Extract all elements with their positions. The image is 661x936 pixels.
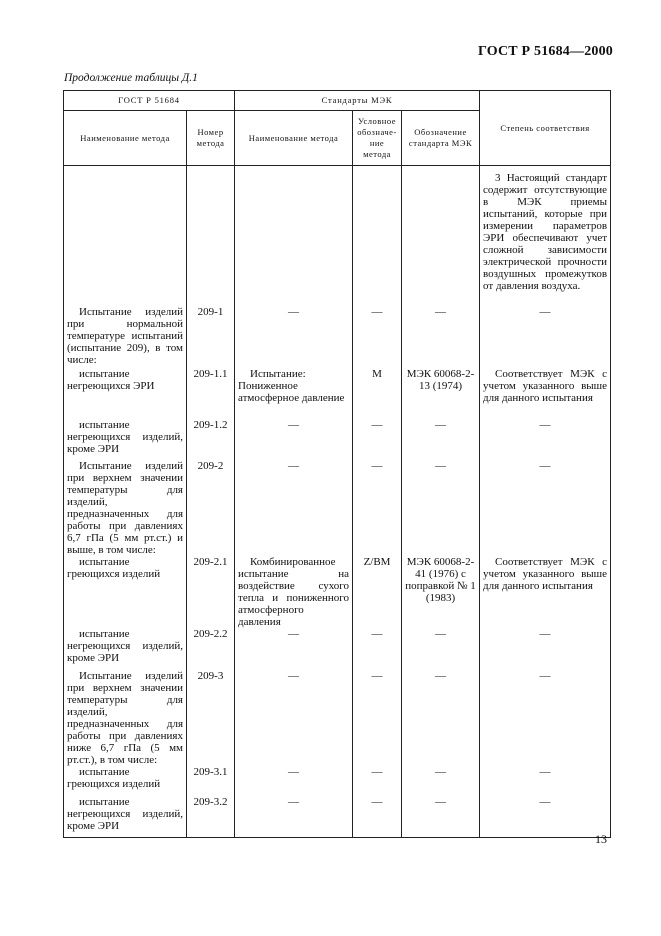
cell-degree: — — [480, 628, 611, 670]
document-code: ГОСТ Р 51684—2000 — [477, 44, 613, 59]
cell-iec-standard: — — [402, 306, 480, 368]
cell-method-name: испытание негреющихся изделий, кроме ЭРИ — [64, 796, 187, 838]
cell-method-number: 209-2 — [187, 460, 235, 556]
cell-degree: — — [480, 419, 611, 460]
cell-method-symbol: Z/BM — [353, 556, 402, 628]
cell-degree: Соответствует МЭК с учетом указанного выше для данного испытания — [480, 368, 611, 419]
table-row — [64, 368, 611, 419]
cell-iec-method-name: — — [235, 419, 353, 460]
header-gost-group: ГОСТ Р 51684 — [64, 91, 235, 111]
cell-method-number: 209-3 — [187, 670, 235, 766]
cell-method-name: испытание негреющихся изделий, кроме ЭРИ — [64, 419, 187, 460]
table-row — [64, 460, 611, 556]
cell-degree: — — [480, 460, 611, 556]
header-method-name: Наименование метода — [64, 111, 187, 166]
cell-degree: — — [480, 766, 611, 796]
cell-method-name: испытание греющихся изделий — [64, 766, 187, 796]
correspondence-table — [63, 90, 611, 838]
cell-iec-method-name: — — [235, 670, 353, 766]
cell-iec-method-name: Испытание: Пониженное атмосферное давление — [235, 368, 353, 419]
cell-method-number: 209-1.1 — [187, 368, 235, 419]
cell-method-name: Испытание изделий при верхнем значении температуры для изделий, предназначенных для работы при давлениях 6,7 гПа (5 мм рт.ст.) и выше, в том числе: — [64, 460, 187, 556]
cell-method-name: испытание негреющихся изделий, кроме ЭРИ — [64, 628, 187, 670]
cell-iec-standard: — — [402, 628, 480, 670]
table-row — [64, 628, 611, 670]
table-row — [64, 766, 611, 796]
table-continuation-caption: Продолжение таблицы Д.1 — [64, 72, 198, 84]
cell-method-number: 209-3.1 — [187, 766, 235, 796]
cell-degree: Соответствует МЭК с учетом указанного выше для данного испытания — [480, 556, 611, 628]
table-row — [64, 796, 611, 838]
cell-iec-method-name: — — [235, 460, 353, 556]
cell-empty — [402, 166, 480, 306]
cell-iec-standard: МЭК 60068-2-13 (1974) — [402, 368, 480, 419]
table-row — [64, 556, 611, 628]
cell-method-name: Испытание изделий при нормальной температуре испытаний (испытание 209), в том числе: — [64, 306, 187, 368]
cell-degree: — — [480, 306, 611, 368]
cell-iec-method-name: — — [235, 796, 353, 838]
cell-iec-method-name: — — [235, 766, 353, 796]
cell-empty — [187, 166, 235, 306]
cell-iec-method-name: Комбинированное испытание на воздействие сухого тепла и пониженного атмосферного давления — [235, 556, 353, 628]
header-method-symbol: Условное обозначе-ние метода — [353, 111, 402, 166]
cell-iec-method-name: — — [235, 306, 353, 368]
cell-method-number: 209-2.1 — [187, 556, 235, 628]
table-row — [64, 670, 611, 766]
cell-method-symbol: М — [353, 368, 402, 419]
cell-iec-standard: — — [402, 460, 480, 556]
cell-empty — [64, 166, 187, 306]
cell-iec-standard: МЭК 60068-2-41 (1976) с поправкой № 1 (1983) — [402, 556, 480, 628]
cell-iec-standard: — — [402, 766, 480, 796]
cell-iec-standard: — — [402, 419, 480, 460]
cell-method-number: 209-1.2 — [187, 419, 235, 460]
cell-iec-standard: — — [402, 670, 480, 766]
page-number: 13 — [595, 832, 607, 846]
cell-method-symbol: — — [353, 306, 402, 368]
cell-method-symbol: — — [353, 460, 402, 556]
cell-method-symbol: — — [353, 628, 402, 670]
cell-method-number: 209-2.2 — [187, 628, 235, 670]
cell-iec-method-name: — — [235, 628, 353, 670]
cell-method-symbol: — — [353, 670, 402, 766]
cell-method-number: 209-3.2 — [187, 796, 235, 838]
cell-method-symbol: — — [353, 766, 402, 796]
cell-degree: — — [480, 670, 611, 766]
cell-degree: — — [480, 796, 611, 838]
cell-method-symbol: — — [353, 419, 402, 460]
cell-method-name: испытание негреющихся ЭРИ — [64, 368, 187, 419]
cell-iec-standard: — — [402, 796, 480, 838]
cell-degree-note: 3 Настоящий стандарт содержит отсутствующие в МЭК приемы испытаний, которые при измерении параметров ЭРИ обеспечивают учет сложной зависимости электрической прочности воздушных промежутков от давления воздуха. — [480, 166, 611, 306]
header-method-number: Номер метода — [187, 111, 235, 166]
cell-method-symbol: — — [353, 796, 402, 838]
cell-method-name: испытание греющихся изделий — [64, 556, 187, 628]
cell-empty — [353, 166, 402, 306]
table-row — [64, 306, 611, 368]
header-iec-group: Стандарты МЭК — [235, 91, 480, 111]
table-row — [64, 419, 611, 460]
header-iec-method-name: Наименование метода — [235, 111, 353, 166]
cell-empty — [235, 166, 353, 306]
header-iec-standard: Обозначение стандарта МЭК — [402, 111, 480, 166]
table-row-note — [64, 166, 611, 306]
header-degree: Степень соответствия — [480, 91, 611, 166]
cell-method-name: Испытание изделий при верхнем значении температуры для изделий, предназначенных для работы при давлениях ниже 6,7 гПа (5 мм рт.ст.), в том числе: — [64, 670, 187, 766]
cell-method-number: 209-1 — [187, 306, 235, 368]
